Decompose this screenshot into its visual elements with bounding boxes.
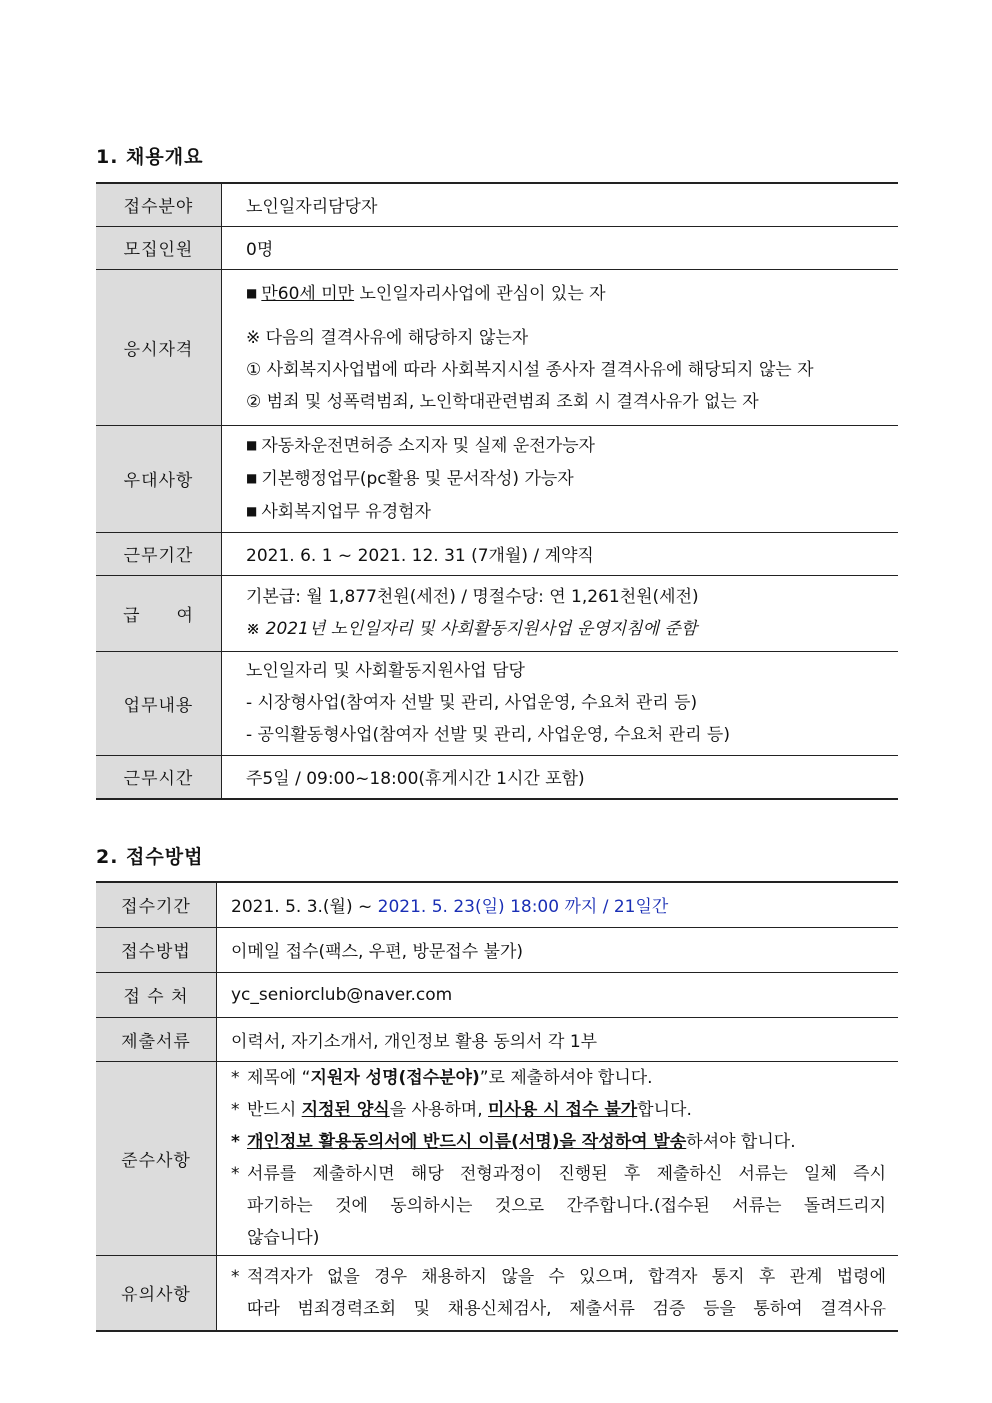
row-field	[96, 183, 898, 226]
row-hours	[96, 755, 898, 799]
duties-line: - 시장형사업(참여자 선발 및 관리, 사업운영, 수요처 관리 등)	[246, 693, 698, 713]
text: 적격자가 없을 경우 채용하지 않을 수 있으며, 합격자 통지 후 관계 법령에	[247, 1266, 886, 1287]
row-label: 업무내용	[96, 651, 222, 755]
compliance-line	[231, 1158, 886, 1190]
text: ”로 제출하셔야 합니다.	[479, 1068, 653, 1088]
asterisk-bullet-icon: *	[231, 1164, 240, 1184]
section-title-application: 2. 접수방법	[96, 846, 204, 868]
row-period	[96, 532, 898, 575]
row-label: 근무기간	[96, 532, 222, 575]
row-label: 우대사항	[96, 425, 222, 532]
period-start: 2021. 5. 3.(월) ~	[231, 897, 378, 918]
row-qualification	[96, 269, 898, 425]
text: 을 사용하며,	[389, 1100, 489, 1120]
notes-line	[231, 1261, 886, 1293]
recruitment-overview-table	[96, 182, 898, 800]
row-label: 제출서류	[96, 1017, 217, 1061]
text: 합니다.	[637, 1100, 692, 1120]
asterisk-bullet-icon: *	[231, 1068, 240, 1088]
period-end: 2021. 5. 23(일) 18:00 까지 / 21일간	[377, 897, 669, 918]
row-headcount	[96, 226, 898, 269]
square-bullet-icon: ■	[246, 438, 258, 452]
row-application-method	[96, 927, 898, 972]
email-address: yc_seniorclub@naver.com	[231, 984, 453, 1005]
row-label: 준수사항	[96, 1061, 217, 1255]
square-bullet-icon: ■	[246, 285, 258, 300]
row-application-period	[96, 882, 898, 927]
preference-item	[246, 429, 886, 462]
bold-text: 지원자 성명(접수분야)	[310, 1068, 480, 1088]
compliance-line: 않습니다)	[247, 1228, 320, 1248]
row-value	[222, 575, 899, 651]
text: 자동차운전면허증 소지자 및 실제 운전가능자	[261, 436, 595, 456]
preference-item	[246, 495, 886, 528]
asterisk-bullet-icon: *	[231, 1266, 240, 1287]
qualification-item-1: ① 사회복지사업법에 따라 사회복지시설 종사자 결격사유에 해당되지 않는 자	[246, 359, 814, 380]
row-notes	[96, 1255, 898, 1331]
text: 서류를 제출하시면 해당 전형과정이 진행된 후 제출하신 서류는 일체 즉시	[247, 1164, 886, 1184]
qualification-age	[246, 277, 886, 310]
asterisk-bullet-icon: *	[231, 1100, 240, 1120]
text: 사회복지업무 유경험자	[261, 502, 431, 522]
row-label: 접수기간	[96, 882, 217, 927]
duties-line: - 공익활동형사업(참여자 선발 및 관리, 사업운영, 수요처 관리 등)	[246, 725, 730, 745]
row-label: 모집인원	[96, 226, 222, 269]
row-label: 근무시간	[96, 755, 222, 799]
text: 노인일자리사업에 관심이 있는 자	[354, 283, 606, 304]
row-value: 0명	[246, 240, 274, 260]
text: 하셔야 합니다.	[686, 1132, 796, 1152]
bold-underlined-text: 개인정보 활용동의서에 반드시 이름(서명)을 작성하여 발송	[247, 1132, 687, 1152]
row-label: 응시자격	[96, 269, 222, 425]
row-label: 유의사항	[96, 1255, 217, 1331]
row-salary	[96, 575, 898, 651]
row-value	[217, 1255, 899, 1331]
row-value	[222, 425, 899, 532]
compliance-line	[231, 1094, 886, 1126]
notes-line: 따라 범죄경력조회 및 채용신체검사, 제출서류 검증 등을 통하여 결격사유	[247, 1298, 886, 1319]
row-label: 접 수 처	[96, 972, 217, 1017]
qualification-item-2: ② 범죄 및 성폭력범죄, 노인학대관련범죄 조회 시 결격사유가 없는 자	[246, 391, 759, 412]
row-value	[222, 269, 899, 425]
duties-line: 노인일자리 및 사회활동지원사업 담당	[246, 661, 525, 681]
row-value	[222, 651, 899, 755]
underlined-text: 만60세 미만	[261, 283, 355, 304]
row-value: 2021. 6. 1 ~ 2021. 12. 31 (7개월) / 계약직	[246, 546, 594, 566]
row-value: 주5일 / 09:00~18:00(휴게시간 1시간 포함)	[246, 769, 585, 790]
text: 기본행정업무(pc활용 및 문서작성) 가능자	[261, 469, 574, 489]
square-bullet-icon: ■	[246, 504, 258, 518]
row-value	[217, 1061, 899, 1255]
row-compliance	[96, 1061, 898, 1255]
asterisk-bullet-icon: *	[231, 1132, 240, 1152]
text: 제목에 “	[247, 1068, 311, 1088]
compliance-line	[231, 1062, 886, 1094]
section-title-recruitment: 1. 채용개요	[96, 146, 204, 168]
row-value: 노인일자리담당자	[246, 197, 378, 218]
row-value: 이메일 접수(팩스, 우편, 방문접수 불가)	[231, 942, 524, 962]
application-method-table	[96, 881, 898, 1332]
text: 반드시	[247, 1100, 302, 1120]
row-value	[217, 882, 899, 927]
bold-underlined-text: 지정된 양식	[301, 1100, 390, 1120]
salary-line: 기본급: 월 1,877천원(세전) / 명절수당: 연 1,261천원(세전)	[246, 587, 699, 607]
row-preference	[96, 425, 898, 532]
row-documents	[96, 1017, 898, 1061]
compliance-line: 파기하는 것에 동의하시는 것으로 간주합니다.(접수된 서류는 돌려드리지	[247, 1196, 886, 1216]
salary-note: ※ 2021년 노인일자리 및 사회활동지원사업 운영지침에 준함	[246, 619, 698, 639]
compliance-line	[231, 1126, 886, 1158]
row-label: 급 여	[96, 575, 222, 651]
preference-item	[246, 462, 886, 495]
bold-underlined-text: 미사용 시 접수 불가	[488, 1100, 638, 1120]
row-application-address	[96, 972, 898, 1017]
row-value: 이력서, 자기소개서, 개인정보 활용 동의서 각 1부	[231, 1031, 598, 1052]
row-duties	[96, 651, 898, 755]
row-label: 접수방법	[96, 927, 217, 972]
square-bullet-icon: ■	[246, 471, 258, 485]
row-label: 접수분야	[96, 183, 222, 226]
qualification-note: ※ 다음의 결격사유에 해당하지 않는자	[246, 327, 529, 348]
